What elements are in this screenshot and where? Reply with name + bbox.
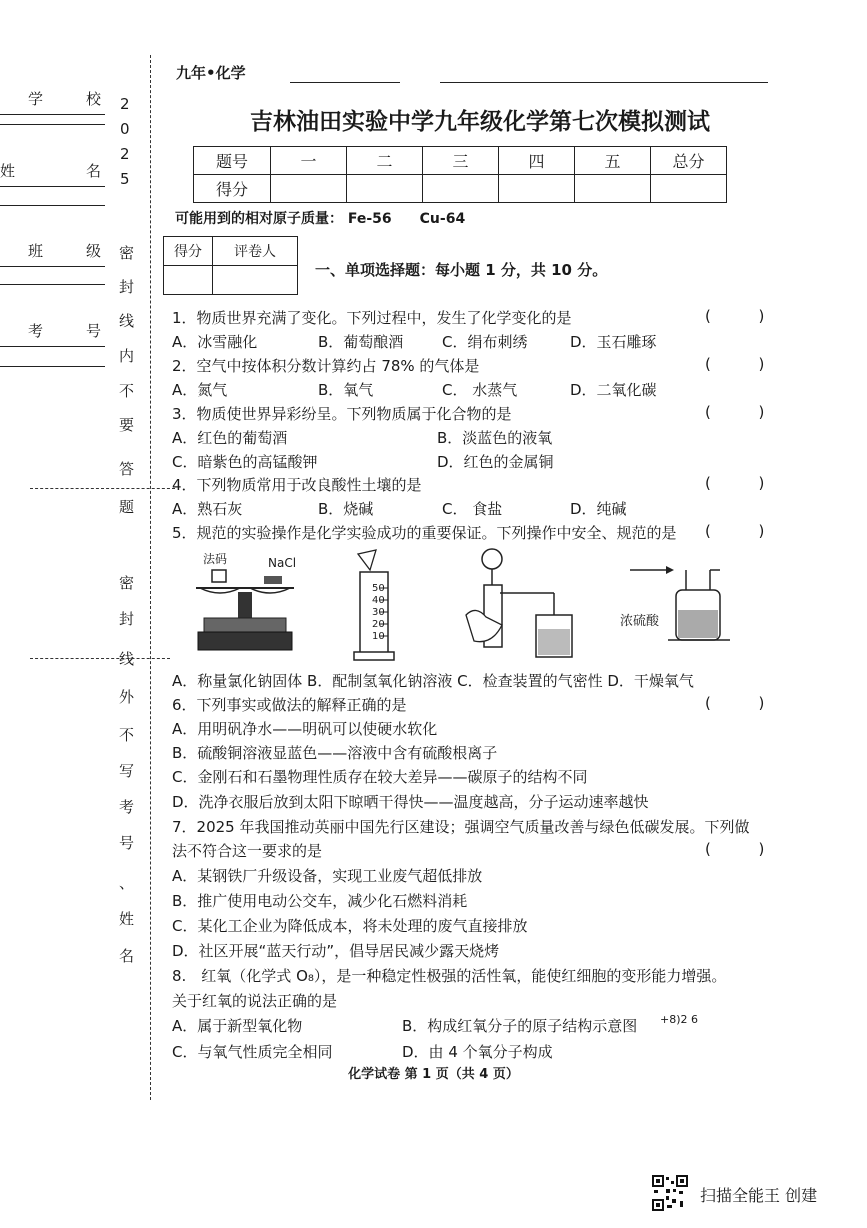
grader-name-input[interactable] xyxy=(213,266,298,295)
answer-blank[interactable]: ( ) xyxy=(705,694,765,712)
school-underline xyxy=(0,124,105,125)
number-underline xyxy=(0,366,105,367)
question-3-stem: 3．物质使世界异彩纷呈。下列物质属于化合物的是 xyxy=(172,405,512,423)
seal-dash xyxy=(30,658,170,659)
option[interactable]: A．氮气 xyxy=(172,381,228,399)
question-8-stem: 8. 红氧（化学式 O₈），是一种稳定性极强的活性氧，能使红细胞的变形能力增强。 xyxy=(172,967,727,985)
school-field[interactable] xyxy=(0,86,105,115)
gas-drying-figure xyxy=(626,560,736,650)
option[interactable]: B．氧气 xyxy=(318,381,374,399)
option[interactable]: C．金刚石和石墨物理性质存在较大差异——碳原子的结构不同 xyxy=(172,768,588,786)
weights-label: 法码 xyxy=(203,552,228,566)
header-underline xyxy=(290,82,400,83)
seal-char: 封 xyxy=(119,610,135,628)
score-table-cell: 五 xyxy=(575,147,651,175)
number-label-2: 号 xyxy=(86,322,102,340)
option[interactable]: A．某钢铁厂升级设备，实现工业废气超低排放 xyxy=(172,867,483,885)
seal-char: 题 xyxy=(119,498,135,516)
question-7-stem-cont: 法不符合这一要求的是 xyxy=(172,842,323,860)
page-footer: 化学试卷 第 1 页（共 4 页） xyxy=(348,1067,519,1082)
option[interactable]: C．暗紫色的高锰酸钾 xyxy=(172,453,318,471)
question-4-stem: 4．下列物质常用于改良酸性土壤的是 xyxy=(172,476,422,494)
seal-char: 姓 xyxy=(119,910,135,928)
option[interactable]: D．由 4 个氧分子构成 xyxy=(402,1043,553,1061)
option[interactable]: D．社区开展“蓝天行动”，倡导居民减少露天烧烤 xyxy=(172,942,500,960)
option[interactable]: B．推广使用电动公交车，减少化石燃料消耗 xyxy=(172,892,468,910)
score-table-cell: 题号 xyxy=(194,147,271,175)
atomic-masses: 可能用到的相对原子质量： Fe-56 Cu-64 xyxy=(175,211,466,227)
option[interactable]: D．洗净衣服后放到太阳下晾晒干得快——温度越高，分子运动速率越快 xyxy=(172,793,649,811)
seal-char: 要 xyxy=(119,416,135,434)
seal-char: 外 xyxy=(119,688,135,706)
score-table-row xyxy=(194,175,727,203)
number-field[interactable] xyxy=(0,318,105,347)
option[interactable]: A．属于新型氧化物 xyxy=(172,1017,303,1035)
seal-char: 密 xyxy=(119,574,135,592)
answer-blank[interactable]: ( ) xyxy=(705,403,765,421)
score-input-cell[interactable] xyxy=(651,175,727,203)
cylinder-tick: 30 xyxy=(372,607,385,618)
question-5-stem: 5．规范的实验操作是化学实验成功的重要保证。下列操作中安全、规范的是 xyxy=(172,524,677,542)
seal-char: 、 xyxy=(119,874,135,892)
year-char: 2 xyxy=(120,95,130,113)
option[interactable]: B．烧碱 xyxy=(318,500,374,518)
name-label-2: 名 xyxy=(86,162,102,180)
option[interactable]: B．构成红氧分子的原子结构示意图 xyxy=(402,1017,638,1035)
option[interactable]: A．红色的葡萄酒 xyxy=(172,429,288,447)
grader-table xyxy=(163,236,298,295)
seal-dash xyxy=(30,488,175,489)
question-2-stem: 2．空气中按体积分数计算约占 78% 的气体是 xyxy=(172,357,480,375)
header-underline xyxy=(440,82,768,83)
atom-structure-diagram: +8)2 6 xyxy=(660,1013,699,1026)
question-8-stem-cont: 关于红氧的说法正确的是 xyxy=(172,992,338,1010)
grader-name-label: 评卷人 xyxy=(213,237,298,266)
option[interactable]: C．与氧气性质完全相同 xyxy=(172,1043,333,1061)
year-char: 2 xyxy=(120,145,130,163)
grader-score-input[interactable] xyxy=(164,266,213,295)
cylinder-tick: 10 xyxy=(372,631,385,642)
nacl-label: NaCl xyxy=(268,556,297,570)
seal-char: 密 xyxy=(119,244,135,262)
seal-char: 考 xyxy=(119,798,135,816)
section-heading: 一、单项选择题：每小题 1 分，共 10 分。 xyxy=(315,261,608,279)
seal-char: 封 xyxy=(119,278,135,296)
class-field[interactable] xyxy=(0,238,105,267)
page-title: 吉林油田实验中学九年级化学第七次模拟测试 xyxy=(250,108,710,135)
option[interactable]: B．葡萄酿酒 xyxy=(318,333,404,351)
score-input-cell[interactable] xyxy=(423,175,499,203)
year-char: 0 xyxy=(120,120,130,138)
qr-code-icon xyxy=(652,1175,688,1211)
class-underline xyxy=(0,284,105,285)
score-table-cell: 总分 xyxy=(651,147,727,175)
seal-char: 不 xyxy=(119,382,135,400)
score-input-cell[interactable] xyxy=(271,175,347,203)
score-table-header-row xyxy=(194,147,727,175)
class-label-2: 级 xyxy=(86,242,102,260)
school-label-1: 学 xyxy=(28,90,44,108)
seal-char: 写 xyxy=(119,762,135,780)
option[interactable]: B．淡蓝色的液氧 xyxy=(437,429,553,447)
cylinder-tick: 20 xyxy=(372,619,385,630)
seal-char: 线 xyxy=(119,312,135,330)
score-table-cell: 得分 xyxy=(194,175,271,203)
score-table xyxy=(193,146,727,203)
answer-blank[interactable]: ( ) xyxy=(705,840,765,858)
option[interactable]: D．二氧化碳 xyxy=(570,381,657,399)
question-1-stem: 1．物质世界充满了变化。下列过程中，发生了化学变化的是 xyxy=(172,309,572,327)
score-table-cell: 二 xyxy=(347,147,423,175)
option[interactable]: D．玉石雕琢 xyxy=(570,333,657,351)
school-label-2: 校 xyxy=(86,90,102,108)
seal-char: 名 xyxy=(119,947,135,965)
class-label-1: 班 xyxy=(28,242,44,260)
option[interactable]: C． 食盐 xyxy=(442,500,503,518)
option[interactable]: D．红色的金属铜 xyxy=(437,453,554,471)
score-input-cell[interactable] xyxy=(347,175,423,203)
grader-score-label: 得分 xyxy=(164,237,213,266)
airtight-check-figure xyxy=(462,545,582,665)
answer-blank[interactable]: ( ) xyxy=(705,474,765,492)
option[interactable]: D．纯碱 xyxy=(570,500,627,518)
seal-char: 答 xyxy=(119,460,135,478)
option[interactable]: B．硫酸铜溶液显蓝色——溶液中含有硫酸根离子 xyxy=(172,744,498,762)
score-table-cell: 一 xyxy=(271,147,347,175)
answer-blank[interactable]: ( ) xyxy=(705,355,765,373)
question-5-options[interactable]: A．称量氯化钠固体 B．配制氢氧化钠溶液 C．检查装置的气密性 D．干燥氧气 xyxy=(172,672,694,690)
score-input-cell[interactable] xyxy=(499,175,575,203)
name-field[interactable] xyxy=(0,158,105,187)
score-table-cell: 四 xyxy=(499,147,575,175)
answer-blank[interactable]: ( ) xyxy=(705,307,765,325)
option[interactable]: A．用明矾净水——明矾可以使硬水软化 xyxy=(172,720,438,738)
seal-char: 内 xyxy=(119,347,135,365)
seal-char: 线 xyxy=(119,650,135,668)
year-char: 5 xyxy=(120,170,130,188)
course-label: 九年•化学 xyxy=(176,64,246,82)
number-label-1: 考 xyxy=(28,322,44,340)
acid-label: 浓硫酸 xyxy=(620,614,660,629)
cylinder-tick: 40 xyxy=(372,595,385,606)
score-input-cell[interactable] xyxy=(575,175,651,203)
question-7-stem: 7．2025 年我国推动英丽中国先行区建设；强调空气质量改善与绿色低碳发展。下列做 xyxy=(172,818,750,836)
option[interactable]: C．绢布刺绣 xyxy=(442,333,528,351)
score-table-cell: 三 xyxy=(423,147,499,175)
question-6-stem: 6．下列事实或做法的解释正确的是 xyxy=(172,696,407,714)
seal-char: 号 xyxy=(119,834,135,852)
name-label-1: 姓 xyxy=(0,162,16,180)
cylinder-tick: 50 xyxy=(372,583,385,594)
seal-char: 不 xyxy=(119,726,135,744)
option[interactable]: A．冰雪融化 xyxy=(172,333,258,351)
answer-blank[interactable]: ( ) xyxy=(705,522,765,540)
option[interactable]: A．熟石灰 xyxy=(172,500,243,518)
watermark-text: 扫描全能王 创建 xyxy=(700,1186,818,1205)
seal-line xyxy=(150,55,151,1100)
option[interactable]: C． 水蒸气 xyxy=(442,381,518,399)
option[interactable]: C．某化工企业为降低成本，将未处理的废气直接排放 xyxy=(172,917,528,935)
name-underline xyxy=(0,205,105,206)
